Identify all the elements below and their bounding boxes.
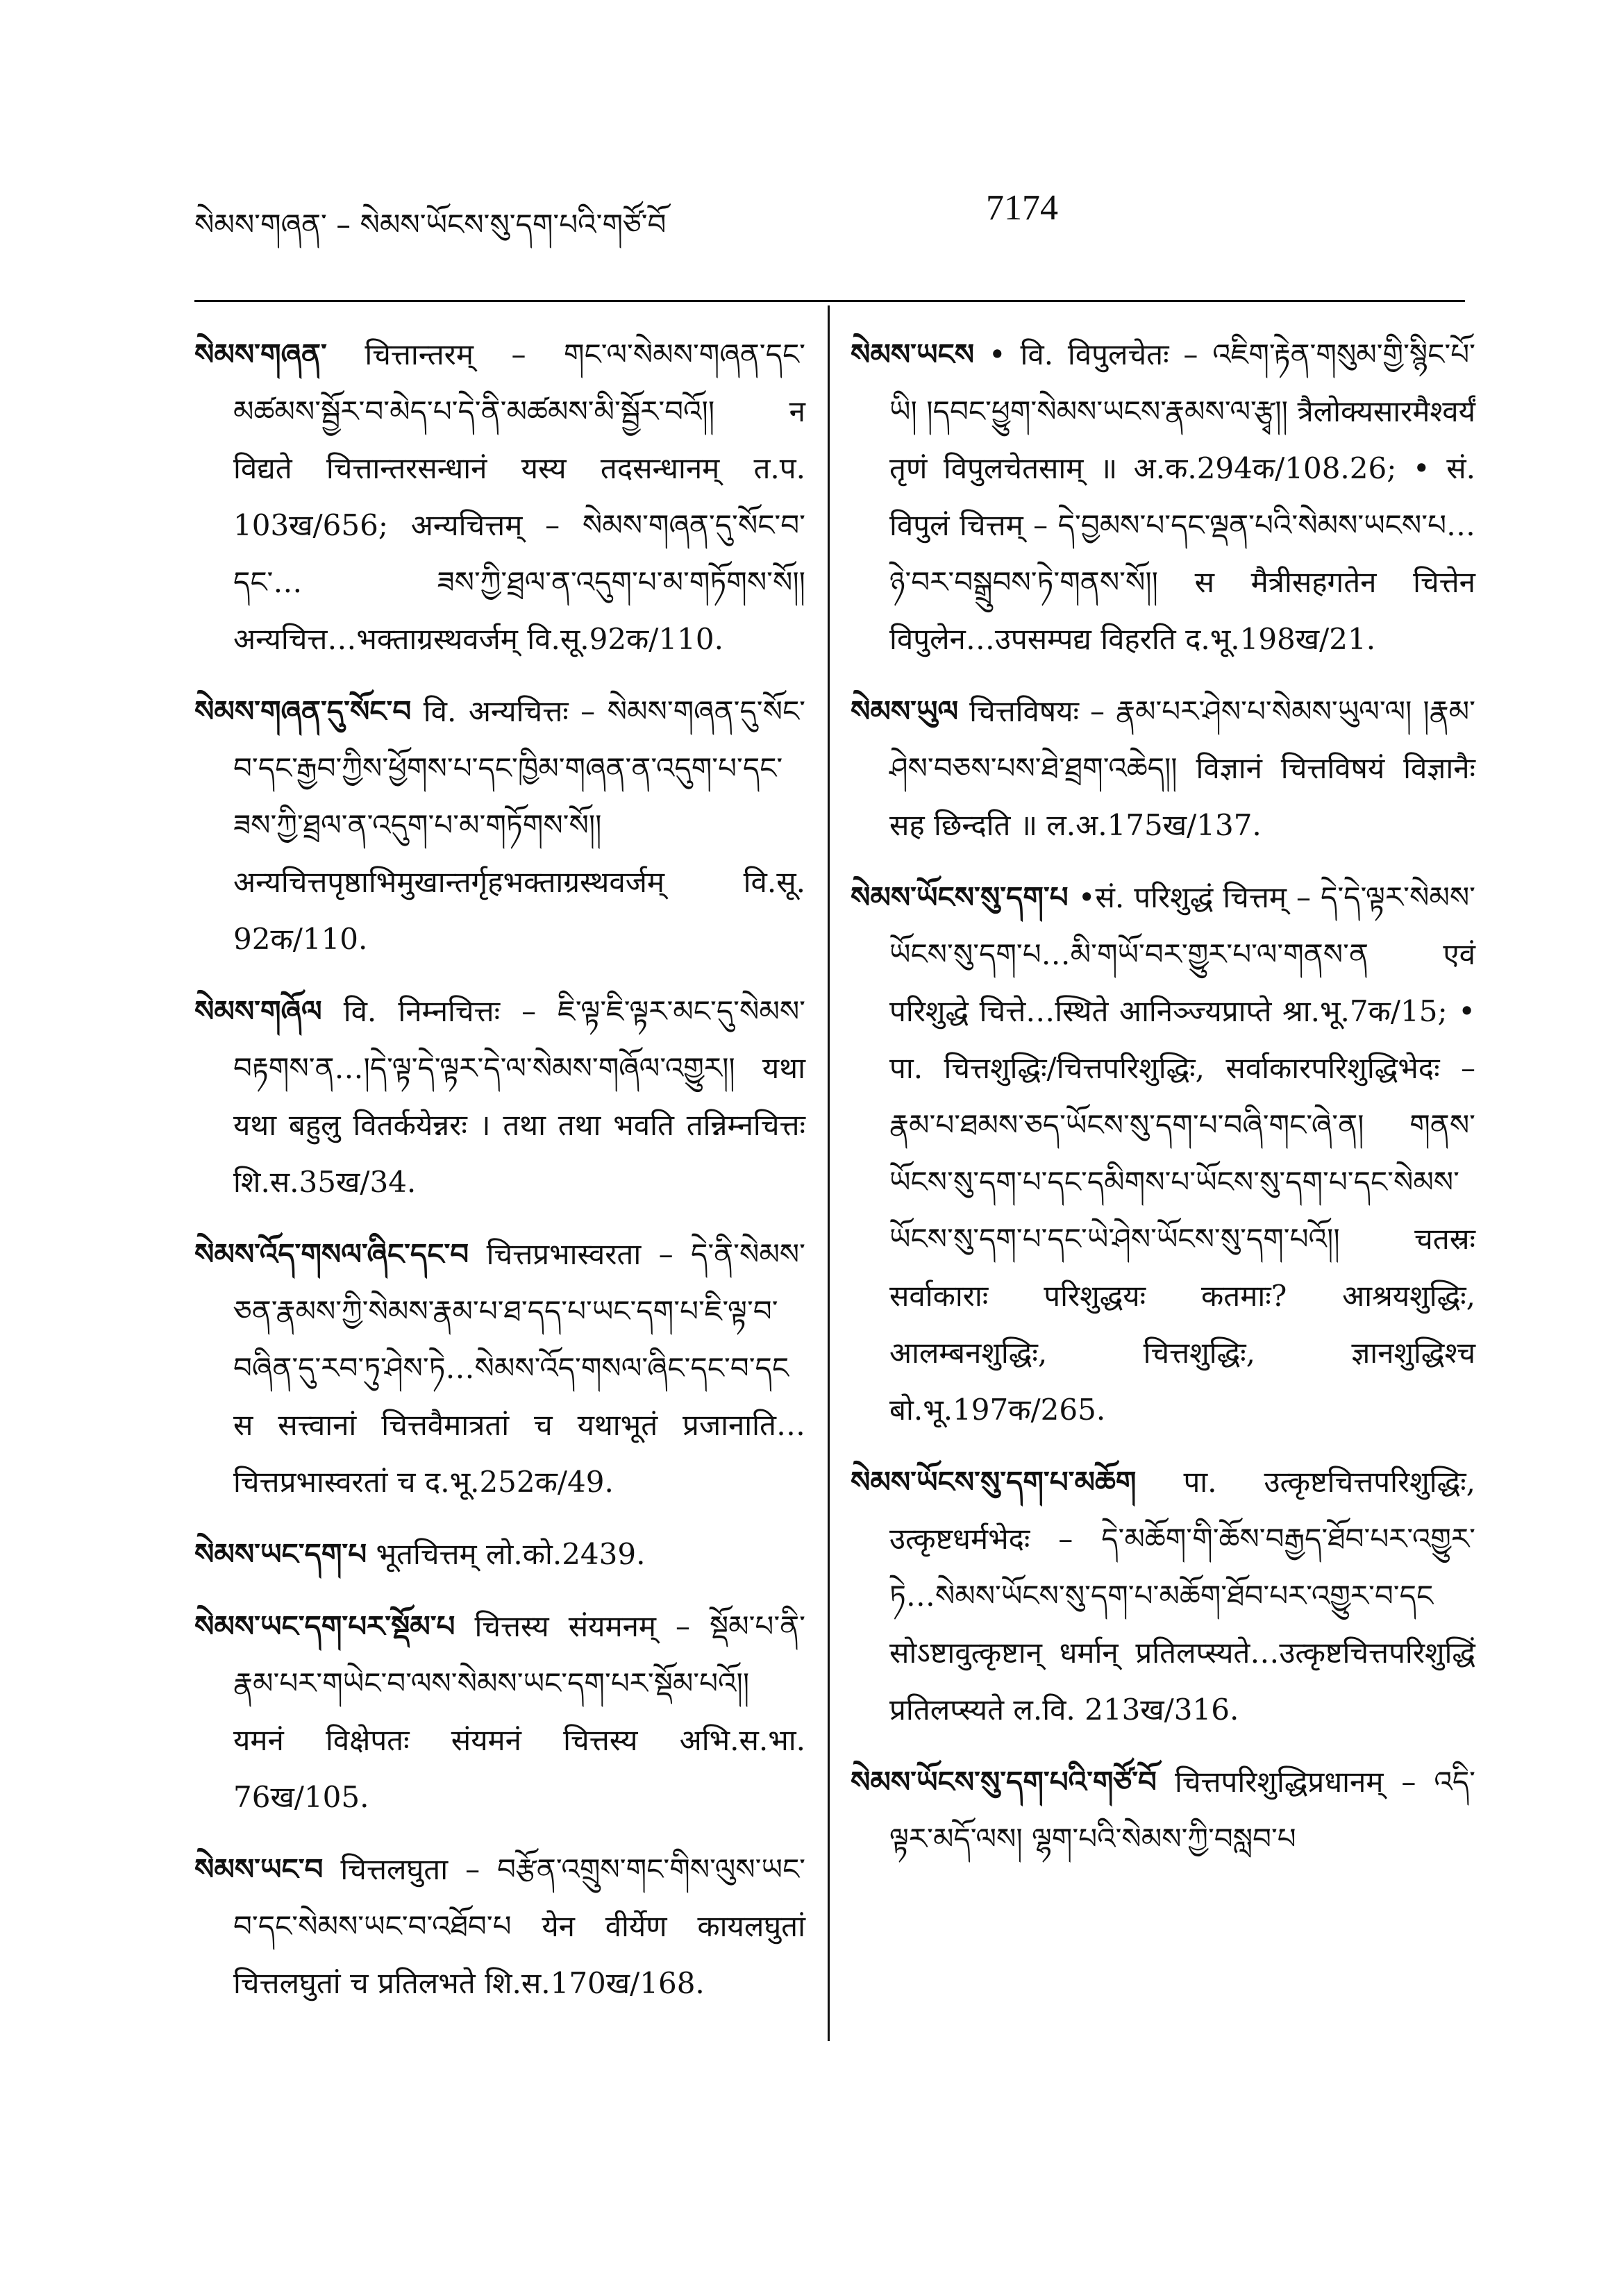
- entry-headword: སེམས་ཡོངས་སུ་དག་པ: [851, 880, 1069, 914]
- column-divider: [828, 305, 830, 2041]
- entry-headword: སེམས་གཞན་དུ་སོང་བ: [194, 694, 412, 728]
- left-column: [194, 326, 805, 2027]
- entry-body: चित्तलघुता – བརྩོན་འགྲུས་གང་གིས་ལུས་ཡང་བ་དང་སེམས་ཡང་བ་འཐོབ་པ येन वीर्येण कायलघुतां चित्तलघुतां च प्रतिलभते शि.स.170ख/168.: [233, 1852, 805, 2000]
- entry-headword: སེམས་ཡངས: [851, 337, 975, 371]
- dictionary-entry: [851, 683, 1475, 854]
- page-header: [194, 187, 1479, 243]
- entry-body: चित्तविषयः – རྣམ་པར་ཤེས་པ་སེམས་ཡུལ་ལ། །རྣམ་ཤེས་བཅས་པས་ཐེ་ཐྲག་འཆེད།། विज्ञानं चित्तविषयं विज्ञानैः सह छिन्दति ॥ ल.अ.175ख/137.: [889, 694, 1475, 842]
- dictionary-entry: [194, 983, 805, 1211]
- header-rule: [194, 300, 1465, 302]
- entry-body: •सं. परिशुद्धं चित्तम् – དེ་དེ་ལྟར་སེམས་ཡོངས་སུ་དག་པ…མི་གཡོ་བར་གྱུར་པ་ལ་གནས་ན एवं परिशुद्धे चित्ते…स्थिते आनिञ्ज्यप्राप्ते श्रा.भू.7क/15; • पा. चित्तशुद्धिः/चित्तपरिशुद्धिः, सर्वाकारपरिशुद्धिभेदः – རྣམ་པ་ཐམས་ཅད་ཡོངས་སུ་དག་པ་བཞི་གང་ཞེ་ན། གནས་ཡོངས་སུ་དག་པ་དང་དམིགས་པ་ཡོངས་སུ་དག་པ་དང་སེམས་ཡོངས་སུ་དག་པ་དང་ཡེ་ཤེས་ཡོངས་སུ་དག་པའོ།། चतस्रः सर्वाकाराः परिशुद्धयः कतमाः? आश्रयशुद्धिः, आलम्बनशुद्धिः, चित्तशुद्धिः, ज्ञानशुद्धिश्च बो.भू.197क/265.: [889, 880, 1475, 1427]
- guide-words: སེམས་གཞན་ – སེམས་ཡོངས་སུ་དག་པའི་གཙོ་བོ: [194, 208, 667, 242]
- entry-body: वि. निम्नचित्तः – ཇི་ལྟ་ཇི་ལྟར་མང་དུ་སེམས་བརྟགས་ན…།དེ་ལྟ་དེ་ལྟར་དེ་ལ་སེམས་གཞོལ་འགྱུར།། यथा यथा बहुलु वितर्कयेन्नरः । तथा तथा भवति तन्निम्नचित्तः शि.स.35ख/34.: [233, 994, 805, 1199]
- dictionary-entry: [194, 1226, 805, 1511]
- entry-headword: སེམས་ཡང་དག་པ: [194, 1537, 367, 1571]
- entry-headword: སེམས་ཡོངས་སུ་དག་པའི་གཙོ་བོ: [851, 1765, 1157, 1799]
- dictionary-entry: [851, 869, 1475, 1438]
- entry-body: • वि. विपुलचेतः – འཇིག་རྟེན་གསུམ་གྱི་སྙིང་པོ་ཡི། །དབང་ཕྱུག་སེམས་ཡངས་རྣམས་ལ་རྩྭ།། त्रैलोक्यसारमैश्वर्यं तृणं विपुलचेतसाम् ॥ अ.क.294क/108.26; • सं. विपुलं चित्तम् – དེ་བྱམས་པ་དང་ལྡན་པའི་སེམས་ཡངས་པ…ཉེ་བར་བསྒྲུབས་ཏེ་གནས་སོ།། स मैत्रीसहगतेन चित्तेन विपुलेन…उपसम्पद्य विहरति द.भू.198ख/21.: [889, 337, 1475, 656]
- right-column: [851, 326, 1475, 1883]
- dictionary-entry: [194, 1598, 805, 1826]
- entry-body: चित्तस्य संयमनम् – སྡོམ་པ་ནི་རྣམ་པར་གཡེང་བ་ལས་སེམས་ཡང་དག་པར་སྡོམ་པའོ།། यमनं विक्षेपतः संयमनं चित्तस्य अभि.स.भा. 76ख/105.: [233, 1609, 805, 1814]
- entry-body: पा. उत्कृष्टचित्तपरिशुद्धिः, उत्कृष्टधर्मभेदः – དེ་མཆོག་གི་ཆོས་བརྒྱད་ཐོབ་པར་འགྱུར་ཏེ…སེམས་ཡོངས་སུ་དག་པ་མཆོག་ཐོབ་པར་འགྱུར་བ་དང सोऽष्टावुत्कृष्टान् धर्मान् प्रतिलप्स्यते…उत्कृष्टचित्तपरिशुद्धिं प्रतिलप्स्यते ल.वि. 213ख/316.: [889, 1465, 1475, 1727]
- dictionary-entry: [194, 683, 805, 968]
- entry-body: भूतचित्तम् लो.को.2439.: [376, 1537, 646, 1571]
- entry-headword: སེམས་ཡང་དག་པར་སྡོམ་པ: [194, 1609, 455, 1643]
- entry-body: वि. अन्यचित्तः – སེམས་གཞན་དུ་སོང་བ་དང་རྒྱབ་ཀྱིས་ཕྱོགས་པ་དང་ཁྱིམ་གཞན་ན་འདུག་པ་དང་ཟས་ཀྱི་ཐྲལ་ན་འདུག་པ་མ་གཏོགས་སོ།། अन्यचित्तपृष्ठाभिमुखान्तर्गृहभक्ताग्रस्थवर्जम् वि.सू. 92क/110.: [233, 694, 806, 956]
- entry-body: चित्तान्तरम् – གང་ལ་སེམས་གཞན་དང་མཚམས་སྦྱོར་བ་མེད་པ་དེ་ནི་མཚམས་མི་སྦྱོར་བའོ།། न विद्यते चित्तान्तरसन्धानं यस्य तदसन्धानम् त.प. 103ख/656; अन्यचित्तम् – སེམས་གཞན་དུ་སོང་བ་དང་… ཟས་ཀྱི་ཐྲལ་ན་འདུག་པ་མ་གཏོགས་སོ།། अन्यचित्त…भक्ताग्रस्थवर्जम् वि.सू.92क/110.: [233, 337, 805, 656]
- entry-headword: སེམས་གཞན་: [194, 337, 327, 371]
- dictionary-entry: [851, 1754, 1475, 1868]
- entry-headword: སེམས་ཡང་བ: [194, 1852, 324, 1886]
- dictionary-entry: [194, 1526, 805, 1583]
- entry-body: चित्तप्रभास्वरता – དེ་ནི་སེམས་ཅན་རྣམས་ཀྱི་སེམས་རྣམ་པ་ཐ་དད་པ་ཡང་དག་པ་ཇི་ལྟ་བ་བཞིན་དུ་རབ་ཏུ་ཤེས་ཏེ…སེམས་འོད་གསལ་ཞིང་དང་བ་དང स सत्त्वानां चित्तवैमात्रतां च यथाभूतं प्रजानाति…चित्तप्रभास्वरतां च द.भू.252क/49.: [233, 1237, 805, 1499]
- entry-headword: སེམས་འོད་གསལ་ཞིང་དང་བ: [194, 1237, 469, 1271]
- page-number: 7174: [986, 188, 1058, 228]
- dictionary-entry: [194, 1841, 805, 2012]
- entry-headword: སེམས་ཡོངས་སུ་དག་པ་མཆོག: [851, 1465, 1137, 1499]
- dictionary-entry: [851, 1454, 1475, 1738]
- dictionary-entry: [851, 326, 1475, 668]
- entry-headword: སེམས་གཞོལ: [194, 994, 322, 1028]
- entry-headword: སེམས་ཡུལ: [851, 694, 959, 728]
- dictionary-entry: [194, 326, 805, 668]
- entry-body: चित्तपरिशुद्धिप्रधानम् – འདི་ལྟར་མདོ་ལས། ལྷག་པའི་སེམས་ཀྱི་བསླབ་པ: [889, 1765, 1476, 1856]
